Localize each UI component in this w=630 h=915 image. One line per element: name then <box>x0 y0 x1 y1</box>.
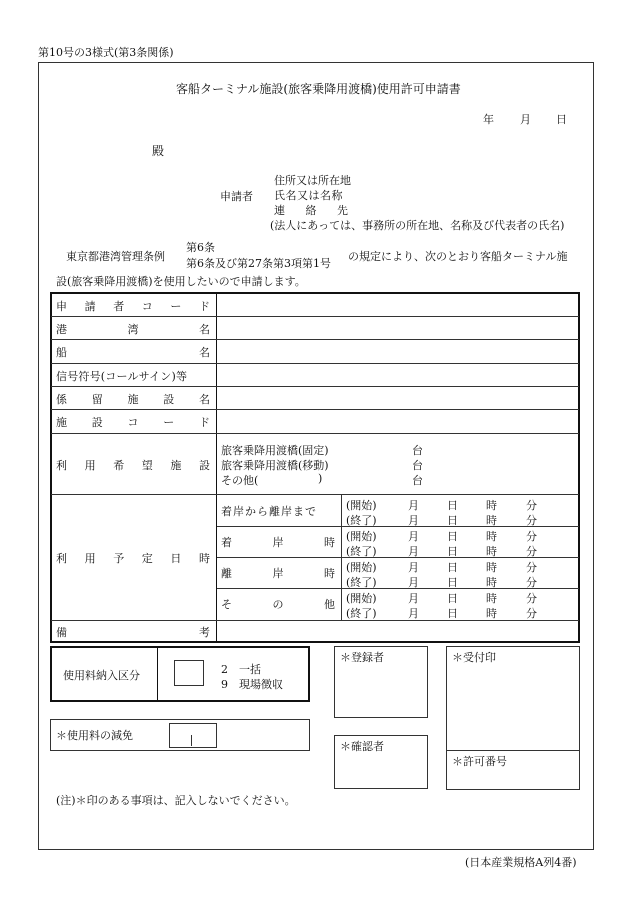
month-unit: 月 <box>408 576 419 589</box>
date-month: 月 <box>520 113 531 126</box>
fee-option-onsite: 9 現場徴収 <box>221 678 283 691</box>
month-unit: 月 <box>408 561 419 574</box>
day-unit: 日 <box>447 530 458 543</box>
hour-unit: 時 <box>486 530 497 543</box>
ordinance-name: 東京都港湾管理条例 <box>66 250 165 263</box>
hour-unit: 時 <box>486 592 497 605</box>
day-unit: 日 <box>447 545 458 558</box>
mooring-facility-label: 係 留 施 設 名 <box>56 393 210 406</box>
start-label: (開始) <box>346 561 377 574</box>
applicant-code-label: 申 請 者 コ ー ド <box>56 300 210 313</box>
hour-unit: 時 <box>486 545 497 558</box>
minute-unit: 分 <box>526 576 537 589</box>
facility-item-mobile: 旅客乗降用渡橋(移動) <box>221 459 329 472</box>
row-divider <box>51 316 579 317</box>
row-divider <box>51 339 579 340</box>
remarks-label: 備 考 <box>56 626 210 639</box>
schedule-start-row <box>346 528 576 543</box>
day-unit: 日 <box>447 514 458 527</box>
start-label: (開始) <box>346 530 377 543</box>
hour-unit: 時 <box>486 514 497 527</box>
permit-number-label: ＊許可番号 <box>452 755 507 768</box>
hour-unit: 時 <box>486 576 497 589</box>
month-unit: 月 <box>408 592 419 605</box>
schedule-other: そ の 他 <box>221 598 335 611</box>
article-option-1: 第6条 <box>186 241 215 254</box>
confirmer-label: ＊確認者 <box>340 740 384 753</box>
schedule-end-row <box>346 543 576 558</box>
row-divider <box>51 433 579 434</box>
applicant-corporate-note: (法人にあっては、事務所の所在地、名称及び代表者の氏名) <box>270 219 565 232</box>
hour-unit: 時 <box>486 499 497 512</box>
month-unit: 月 <box>408 530 419 543</box>
month-unit: 月 <box>408 607 419 620</box>
day-unit: 日 <box>447 607 458 620</box>
end-label: (終了) <box>346 576 377 589</box>
receipt-stamp-label: ＊受付印 <box>452 651 496 664</box>
minute-unit: 分 <box>526 499 537 512</box>
row-divider <box>51 620 579 621</box>
schedule-end-row <box>346 605 576 620</box>
facility-unit: 台 <box>412 459 423 472</box>
applicant-address-label: 住所又は所在地 <box>274 174 351 187</box>
regulation-text-1: の規定により、次のとおり客船ターミナル施 <box>348 250 568 263</box>
end-label: (終了) <box>346 545 377 558</box>
schedule-departure-time: 離 岸 時 <box>221 567 335 580</box>
schedule-end-row <box>346 574 576 589</box>
fee-reduction-input[interactable] <box>169 723 217 748</box>
minute-unit: 分 <box>526 530 537 543</box>
row-divider <box>51 409 579 410</box>
date-day: 日 <box>556 113 567 126</box>
fee-option-lump-sum: 2 一括 <box>221 663 261 676</box>
row-divider <box>51 494 579 495</box>
hour-unit: 時 <box>486 561 497 574</box>
fee-reduction-label: ＊使用料の減免 <box>56 729 133 742</box>
facility-unit: 台 <box>412 474 423 487</box>
facility-unit: 台 <box>412 444 423 457</box>
form-note: (注)＊印のある事項は、記入しないでください。 <box>56 794 296 807</box>
registrar-label: ＊登録者 <box>340 651 384 664</box>
form-title: 客船ターミナル施設(旅客乗降用渡橋)使用許可申請書 <box>176 82 461 96</box>
fee-reduction-input-divider <box>191 735 192 746</box>
article-option-2: 第6条及び第27条第3項第1号 <box>186 257 331 270</box>
minute-unit: 分 <box>526 514 537 527</box>
minute-unit: 分 <box>526 592 537 605</box>
fee-category-input[interactable] <box>174 660 204 686</box>
permit-number-divider <box>447 750 579 751</box>
minute-unit: 分 <box>526 607 537 620</box>
desired-facility-label: 利 用 希 望 施 設 <box>56 459 210 472</box>
date-year: 年 <box>483 113 494 126</box>
addressee-suffix: 殿 <box>152 144 165 158</box>
port-name-label: 港 湾 名 <box>56 323 210 336</box>
day-unit: 日 <box>447 561 458 574</box>
month-unit: 月 <box>408 499 419 512</box>
schedule-start-row <box>346 590 576 605</box>
schedule-berth-to-departure: 着岸から離岸まで <box>221 505 317 518</box>
schedule-start-row <box>346 559 576 574</box>
ship-name-label: 船 名 <box>56 346 210 359</box>
fee-category-label: 使用料納入区分 <box>63 669 140 682</box>
end-label: (終了) <box>346 607 377 620</box>
hour-unit: 時 <box>486 607 497 620</box>
facility-item-other-close: ) <box>318 472 323 485</box>
facility-item-fixed: 旅客乗降用渡橋(固定) <box>221 444 329 457</box>
schedule-berthing-time: 着 岸 時 <box>221 536 335 549</box>
end-label: (終了) <box>346 514 377 527</box>
month-unit: 月 <box>408 545 419 558</box>
table-column-divider <box>216 293 217 642</box>
start-label: (開始) <box>346 592 377 605</box>
signal-code-label: 信号符号(コールサイン)等 <box>56 370 188 383</box>
day-unit: 日 <box>447 592 458 605</box>
schedule-end-row <box>346 512 576 527</box>
applicant-label: 申請者 <box>220 190 253 203</box>
scheduled-date-label: 利 用 予 定 日 時 <box>56 552 210 565</box>
minute-unit: 分 <box>526 545 537 558</box>
month-unit: 月 <box>408 514 419 527</box>
facility-item-other: その他( <box>221 474 259 487</box>
day-unit: 日 <box>447 499 458 512</box>
row-divider <box>51 386 579 387</box>
regulation-text-2: 設(旅客乗降用渡橋)を使用したいので申請します。 <box>56 275 306 288</box>
applicant-name-label: 氏名又は名称 <box>274 189 343 202</box>
facility-code-label: 施 設 コ ー ド <box>56 416 210 429</box>
start-label: (開始) <box>346 499 377 512</box>
paper-size-footer: (日本産業規格A列4番) <box>465 856 577 869</box>
form-number: 第10号の3様式(第3条関係) <box>38 46 174 59</box>
fee-divider <box>157 647 158 701</box>
day-unit: 日 <box>447 576 458 589</box>
applicant-contact-label: 連 絡 先 <box>274 204 348 217</box>
schedule-start-row <box>346 497 576 512</box>
row-divider <box>51 363 579 364</box>
minute-unit: 分 <box>526 561 537 574</box>
